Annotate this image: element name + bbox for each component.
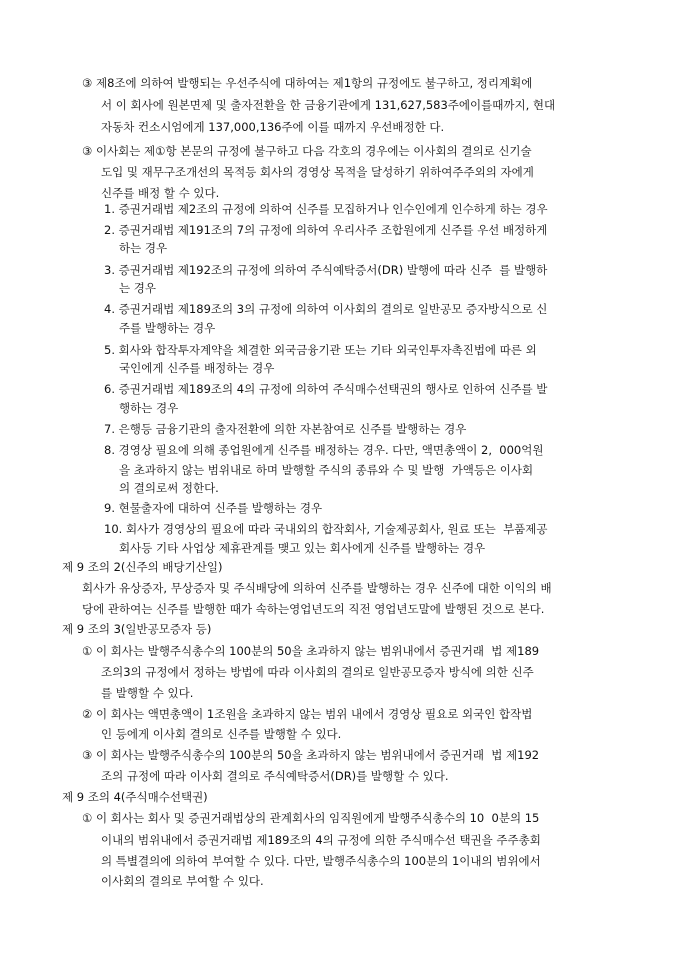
section-heading: 제 9 조의 4(주식매수선택권) — [62, 790, 208, 804]
paragraph-line: 를 발행할 수 있다. — [101, 686, 194, 700]
paragraph-line: 조의 규정에 따라 이사회 결의로 주식예탁증서(DR)를 발행할 수 있다. — [101, 769, 449, 783]
list-item-continuation: 행하는 경우 — [119, 401, 179, 415]
paragraph-line: 인 등에게 이사회 결의로 신주를 발행할 수 있다. — [101, 727, 342, 741]
list-item-continuation: 하는 경우 — [119, 241, 168, 255]
list-item: 4. 증권거래법 제189조의 3의 규정에 의하여 이사회의 결의로 일반공모 증자방식으로 신 — [104, 302, 548, 316]
list-item-continuation: 는 경우 — [119, 281, 156, 295]
paragraph-line: 의 특별결의에 의하여 부여할 수 있다. 다만, 발행주식총수의 100분의 1이내의 범위에서 — [101, 854, 541, 868]
paragraph-line: ③ 제8조에 의하여 발행되는 우선주식에 대하여는 제1항의 규정에도 불구하고, 정리계획에 — [82, 76, 533, 90]
list-item: 7. 은행등 금융기관의 출자전환에 의한 자본참여로 신주를 발행하는 경우 — [104, 422, 467, 436]
paragraph-line: 회사가 유상증자, 무상증자 및 주식배당에 의하여 신주를 발행하는 경우 신주에 대한 이익의 배 — [82, 581, 552, 595]
paragraph-line: 서 이 회사에 원본면제 및 출자전환을 한 금융기관에게 131,627,583주에이를때까지, 현대 — [101, 98, 556, 112]
list-item: 2. 증권거래법 제191조의 7의 규정에 의하여 우리사주 조합원에게 신주를 우선 배정하게 — [104, 223, 548, 237]
section-heading: 제 9 조의 3(일반공모증자 등) — [62, 622, 212, 636]
paragraph-line: 조의3의 규정에서 정하는 방법에 따라 이사회의 결의로 일반공모증자 방식에 의한 신주 — [101, 665, 534, 679]
paragraph-line: 자동차 컨소시엄에게 137,000,136주에 이를 때까지 우선배정한 다. — [101, 120, 445, 134]
section-heading: 제 9 조의 2(신주의 배당기산일) — [62, 560, 223, 574]
paragraph-line: ② 이 회사는 액면총액이 1조원을 초과하지 않는 범위 내에서 경영상 필요로 외국인 합작법 — [82, 707, 533, 721]
paragraph-line: 이사회의 결의로 부여할 수 있다. — [101, 874, 264, 888]
paragraph-line: ③ 이사회는 제①항 본문의 규정에 불구하고 다음 각호의 경우에는 이사회의 결의로 신기술 — [82, 144, 532, 158]
list-item-continuation: 주를 발행하는 경우 — [119, 321, 216, 335]
list-item: 1. 증권거래법 제2조의 규정에 의하여 신주를 모집하거나 인수인에게 인수하게 하는 경우 — [104, 202, 548, 216]
list-item: 10. 회사가 경영상의 필요에 따라 국내외의 합작회사, 기술제공회사, 원료 또는 부품제공 — [104, 522, 548, 536]
paragraph-line: 당에 관하여는 신주를 발행한 때가 속하는영업년도의 직전 영업년도말에 발행된 것으로 본다. — [82, 602, 545, 616]
paragraph-line: ① 이 회사는 발행주식총수의 100분의 50을 초과하지 않는 범위내에서 증권거래 법 제189 — [82, 644, 540, 658]
list-item: 3. 증권거래법 제192조의 규정에 의하여 주식예탁증서(DR) 발행에 따라 신주 를 발행하 — [104, 263, 548, 277]
list-item: 6. 증권거래법 제189조의 4의 규정에 의하여 주식매수선택권의 행사로 인하여 신주를 발 — [104, 382, 548, 396]
list-item-continuation: 회사등 기타 사업상 제휴관계를 맺고 있는 회사에게 신주를 발행하는 경우 — [119, 541, 486, 555]
list-item-continuation: 국인에게 신주를 배정하는 경우 — [119, 361, 275, 375]
list-item: 9. 현물출자에 대하여 신주를 발행하는 경우 — [104, 501, 323, 515]
paragraph-line: 도입 및 재무구조개선의 목적등 회사의 경영상 목적을 달성하기 위하여주주외의 자에게 — [101, 165, 534, 179]
paragraph-line: 이내의 범위내에서 증권거래법 제189조의 4의 규정에 의한 주식매수선 택권을 주주총회 — [101, 833, 541, 847]
list-item-continuation: 을 초과하지 않는 범위내로 하며 발행할 주식의 종류와 수 및 발행 가액등은 이사회 — [119, 463, 534, 477]
paragraph-line: ③ 이 회사는 발행주식총수의 100분의 50을 초과하지 않는 범위내에서 증권거래 법 제192 — [82, 748, 540, 762]
list-item: 5. 회사와 합작투자계약을 체결한 외국금융기관 또는 기타 외국인투자촉진법에 따른 외 — [104, 343, 537, 357]
list-item: 8. 경영상 필요에 의해 종업원에게 신주를 배정하는 경우. 다만, 액면총액이 2, 000억원 — [104, 443, 544, 457]
paragraph-line: ① 이 회사는 회사 및 증권거래법상의 관계회사의 임직원에게 발행주식총수의 10 0분의 15 — [82, 811, 540, 825]
paragraph-line: 신주를 배정 할 수 있다. — [101, 186, 220, 200]
list-item-continuation: 의 결의로써 정한다. — [119, 481, 219, 495]
